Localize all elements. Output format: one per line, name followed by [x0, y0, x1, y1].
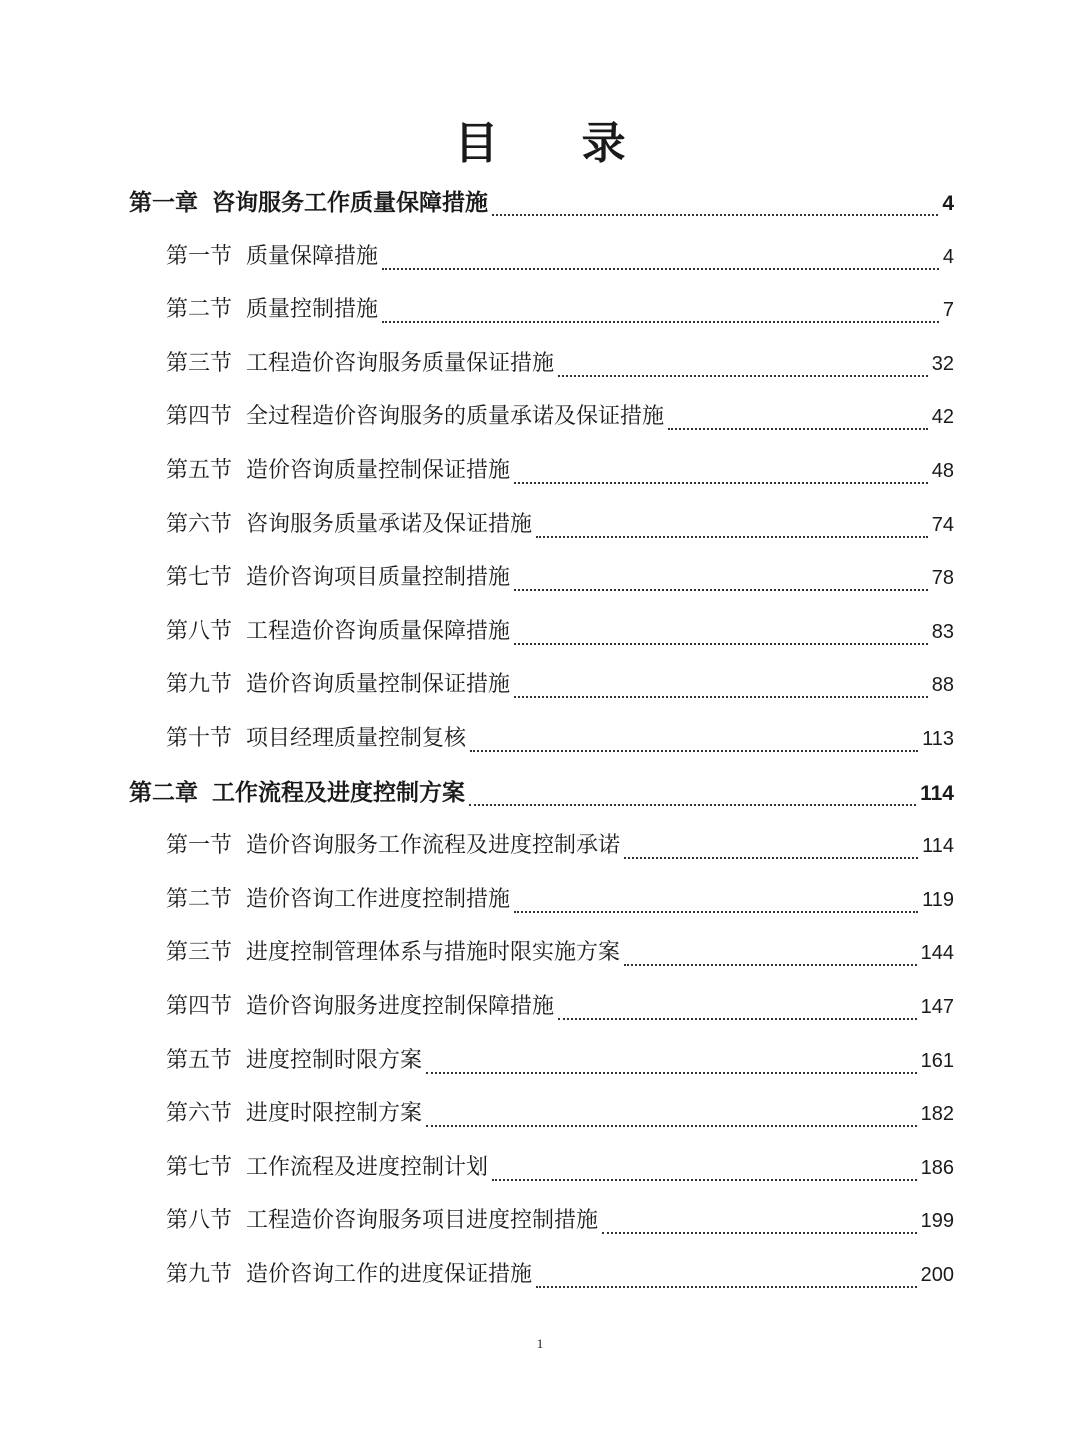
toc-entry-title: 工作流程及进度控制计划: [246, 1154, 489, 1180]
dot-leader: [668, 428, 928, 430]
dot-leader: [382, 268, 939, 270]
toc-section-entry[interactable]: [166, 605, 954, 659]
toc-entry-number: 第二节: [166, 297, 233, 323]
toc-entry-page: 113: [922, 728, 954, 750]
dot-leader: [426, 1072, 917, 1074]
toc-entry-page: 114: [922, 835, 954, 858]
toc-entry-page: 7: [942, 299, 954, 322]
toc-entry-page: 74: [931, 513, 954, 536]
dot-leader: [469, 804, 916, 806]
toc-entry-number: 第九节: [166, 1262, 233, 1287]
dot-leader: [536, 1286, 917, 1288]
toc-section-entry[interactable]: [166, 230, 954, 284]
dot-leader: [558, 1018, 917, 1020]
toc-entry-page: 144: [920, 942, 954, 965]
toc-entry-title: 进度控制时限方案: [246, 1047, 423, 1073]
toc-section-entry[interactable]: [166, 873, 954, 927]
toc-entry-title: 质量控制措施: [246, 297, 379, 323]
toc-entry-title: 工程造价咨询服务项目进度控制措施: [246, 1208, 599, 1234]
dot-leader: [470, 750, 918, 752]
toc-entry-page: 4: [942, 192, 954, 215]
toc-chapter-entry[interactable]: [129, 766, 954, 820]
toc-entry-title: 造价咨询质量控制保证措施: [246, 458, 511, 483]
toc-entry-number: 第三节: [166, 940, 233, 966]
toc-section-entry[interactable]: [166, 551, 954, 605]
toc-entry-number: 第四节: [166, 994, 233, 1019]
toc-section-entry[interactable]: [166, 1087, 954, 1141]
toc-section-entry[interactable]: [166, 658, 954, 712]
toc-entry-title: 工作流程及进度控制方案: [212, 778, 465, 806]
toc-entry-page: 42: [931, 406, 954, 429]
dot-leader: [382, 321, 939, 323]
toc-entry-number: 第六节: [166, 511, 233, 537]
toc-entry-title: 项目经理质量控制复核: [246, 726, 467, 751]
dot-leader: [514, 589, 928, 591]
dot-leader: [492, 1179, 917, 1181]
toc-entry-page: 78: [931, 567, 954, 590]
toc-entry-title: 咨询服务质量承诺及保证措施: [246, 511, 533, 537]
toc-entry-number: 第一节: [166, 243, 233, 269]
dot-leader: [558, 375, 928, 377]
toc-entry-number: 第四节: [166, 404, 233, 430]
toc-section-entry[interactable]: [166, 1194, 954, 1248]
toc-entry-title: 造价咨询工作的进度保证措施: [246, 1262, 533, 1287]
dot-leader: [492, 214, 938, 216]
toc-entry-number: 第五节: [166, 1047, 233, 1073]
toc-entry-title: 工程造价咨询服务质量保证措施: [246, 350, 555, 376]
toc-section-entry[interactable]: [166, 498, 954, 552]
toc-entry-page: 199: [920, 1210, 954, 1233]
toc-entry-page: 147: [920, 996, 954, 1018]
toc-entry-number: 第五节: [166, 458, 233, 483]
dot-leader: [624, 964, 917, 966]
toc-entry-number: 第三节: [166, 350, 233, 376]
toc-entry-title: 进度时限控制方案: [246, 1101, 423, 1127]
toc-section-entry[interactable]: [166, 819, 954, 873]
toc-entry-title: 造价咨询服务进度控制保障措施: [246, 994, 555, 1019]
toc-entry-page: 161: [920, 1049, 954, 1072]
dot-leader: [602, 1232, 917, 1234]
dot-leader: [514, 643, 928, 645]
toc-entry-page: 182: [920, 1103, 954, 1126]
toc-entry-number: 第六节: [166, 1101, 233, 1127]
toc-entry-number: 第九节: [166, 672, 233, 698]
page-title: 目 录: [454, 118, 660, 169]
toc-section-entry[interactable]: [166, 1141, 954, 1195]
toc-entry-number: 第十节: [166, 726, 233, 751]
toc-entry-page: 186: [920, 1156, 954, 1179]
page-number: 1: [536, 1336, 544, 1351]
toc-entry-page: 88: [931, 674, 954, 697]
dot-leader: [514, 482, 928, 484]
toc-entry-title: 造价咨询工作进度控制措施: [246, 886, 511, 912]
toc-entry-number: 第一章: [129, 189, 198, 216]
toc-entry-title: 质量保障措施: [246, 243, 379, 269]
toc-entry-number: 第八节: [166, 618, 233, 644]
toc-entry-number: 第七节: [166, 565, 233, 591]
toc-entry-page: 4: [942, 245, 954, 268]
toc-entry-page: 83: [931, 620, 954, 643]
toc-section-entry[interactable]: [166, 980, 954, 1034]
toc-entry-title: 造价咨询质量控制保证措施: [246, 672, 511, 698]
toc-section-entry[interactable]: [166, 712, 954, 766]
toc-entry-number: 第七节: [166, 1154, 233, 1180]
toc-entry-title: 造价咨询项目质量控制措施: [246, 565, 511, 591]
toc-section-entry[interactable]: [166, 1034, 954, 1088]
toc-section-entry[interactable]: [166, 337, 954, 391]
toc-section-entry[interactable]: [166, 444, 954, 498]
dot-leader: [514, 696, 928, 698]
toc-entry-page: 32: [931, 352, 954, 375]
dot-leader: [514, 911, 918, 913]
toc-section-entry[interactable]: [166, 1248, 954, 1302]
toc-entry-number: 第一节: [166, 833, 233, 859]
toc-entry-page: 48: [931, 460, 954, 482]
toc-section-entry[interactable]: [166, 390, 954, 444]
toc-entry-number: 第二节: [166, 886, 233, 912]
toc-entry-title: 工程造价咨询质量保障措施: [246, 618, 511, 644]
dot-leader: [426, 1125, 917, 1127]
dot-leader: [536, 536, 928, 538]
toc-entry-title: 咨询服务工作质量保障措施: [212, 189, 488, 216]
toc-entry-page: 114: [920, 781, 954, 805]
dot-leader: [624, 857, 918, 859]
toc-section-entry[interactable]: [166, 926, 954, 980]
toc-section-entry[interactable]: [166, 283, 954, 337]
toc-entry-title: 造价咨询服务工作流程及进度控制承诺: [246, 833, 621, 859]
toc-entry-number: 第二章: [129, 778, 198, 806]
toc-entry-title: 进度控制管理体系与措施时限实施方案: [246, 940, 621, 966]
toc-entry-title: 全过程造价咨询服务的质量承诺及保证措施: [246, 404, 665, 430]
toc-entry-page: 200: [920, 1264, 954, 1286]
toc-entry-number: 第八节: [166, 1208, 233, 1234]
toc-entry-page: 119: [922, 888, 954, 911]
toc-chapter-entry[interactable]: [129, 176, 954, 230]
